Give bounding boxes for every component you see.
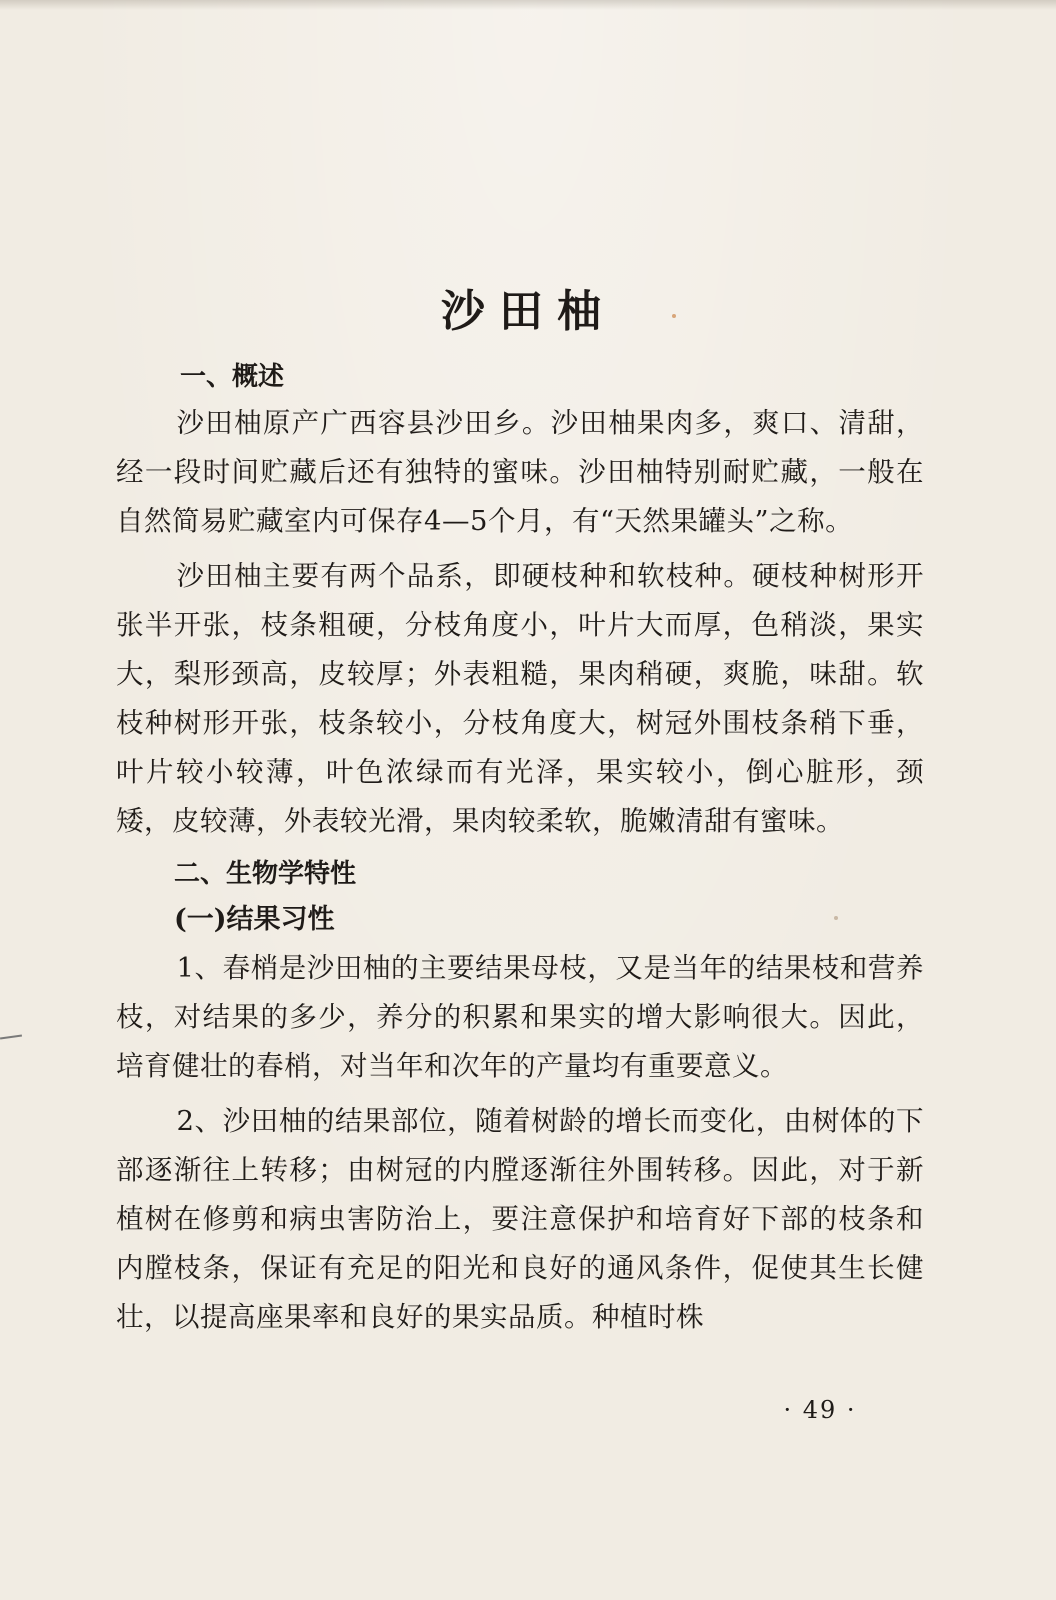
edge-mark — [0, 1034, 22, 1039]
page-top-shadow — [0, 0, 1056, 10]
section-heading-biology: 二、生物学特性 — [174, 859, 357, 889]
subsection-heading-fruiting: (一)结果习性 — [174, 904, 335, 935]
paragraph: 1、春梢是沙田柚的主要结果母枝，又是当年的结果枝和营养枝，对结果的多少，养分的积累和果实的增大影响很大。因此，培育健壮的春梢，对当年和次年的产量均有重要意义。 — [116, 952, 924, 1082]
body-text — [116, 355, 924, 1348]
paragraph: 沙田柚原产广西容县沙田乡。沙田柚果肉多，爽口、清甜，经一段时间贮藏后还有独特的蜜味。沙田柚特别耐贮藏，一般在自然简易贮藏室内可保存4—5个月，有“天然果罐头”之称。 — [116, 407, 924, 537]
section-heading-overview: 一、概述 — [180, 362, 285, 392]
paragraph: 沙田柚主要有两个品系，即硬枝种和软枝种。硬枝种树形开张半开张，枝条粗硬，分枝角度小，叶片大而厚，色稍淡，果实大，梨形颈高，皮较厚；外表粗糙，果肉稍硬，爽脆，味甜。软枝种树形开张，枝条较小，分枝角度大，树冠外围枝条稍下垂，叶片较小较薄，叶色浓绿而有光泽，果实较小，倒心脏形，颈矮，皮较薄，外表较光滑，果肉较柔软，脆嫩清甜有蜜味。 — [116, 560, 924, 837]
page-number: · 49 · — [783, 1396, 857, 1424]
page-title: 沙田柚 — [441, 286, 615, 338]
paragraph: 2、沙田柚的结果部位，随着树龄的增长而变化，由树体的下部逐渐往上转移；由树冠的内膛逐渐往外围转移。因此，对于新植树在修剪和病虫害防治上，要注意保护和培育好下部的枝条和内膛枝条，保证有充足的阳光和良好的通风条件，促使其生长健壮，以提高座果率和良好的果实品质。种植时株 — [116, 1105, 924, 1333]
